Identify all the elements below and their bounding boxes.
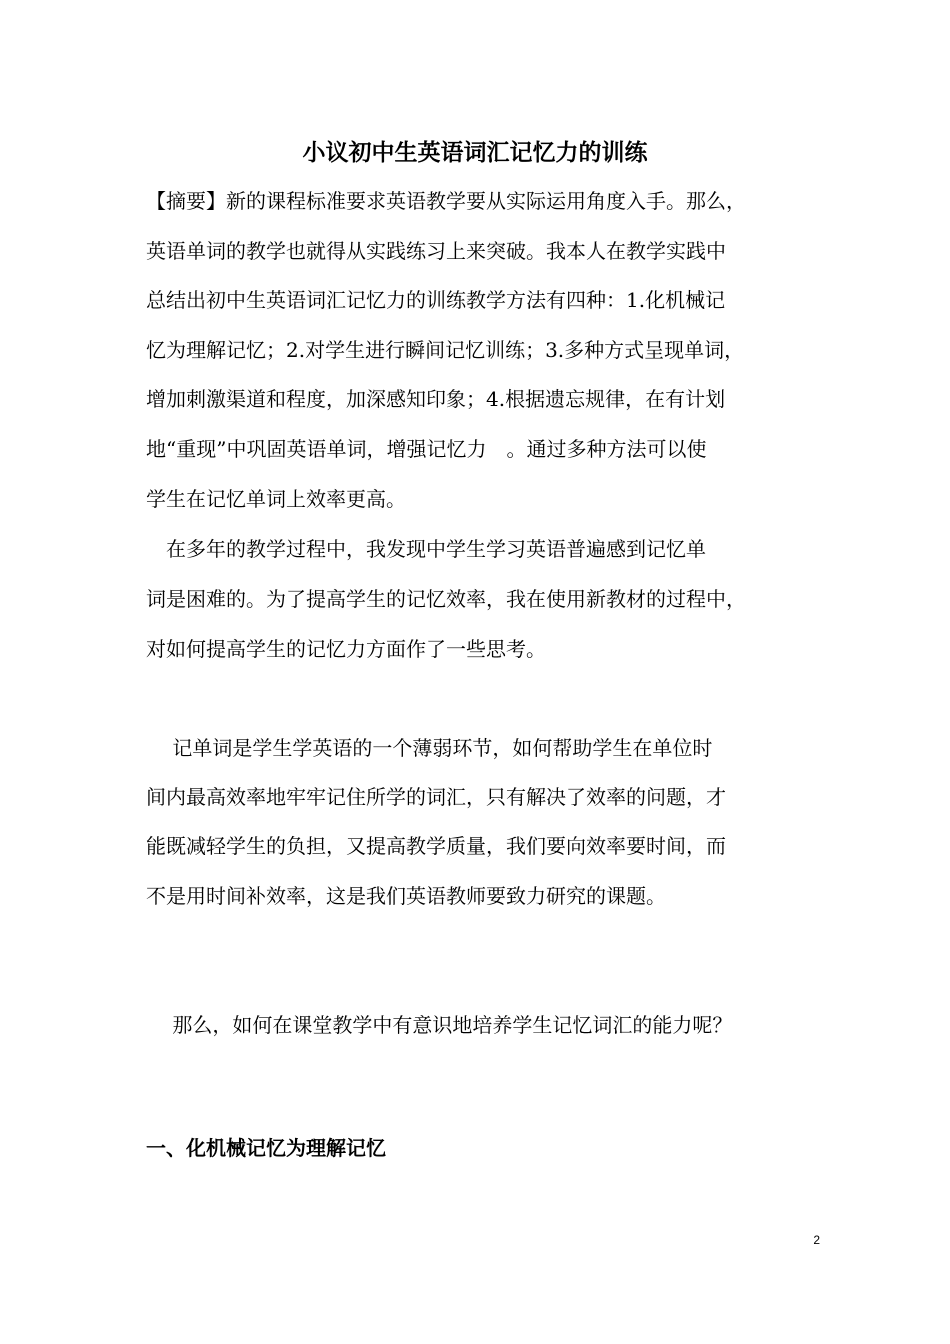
paragraph-line: 在多年的教学过程中，我发现中学生学习英语普遍感到记忆单: [146, 537, 706, 561]
abstract-line: 【摘要】新的课程标准要求英语教学要从实际运用角度入手。那么，: [146, 189, 746, 213]
paragraph-line: 对如何提高学生的记忆力方面作了一些思考。: [146, 637, 546, 661]
abstract-line: 地“重现”中巩固英语单词，增强记忆力 。通过多种方法可以使: [146, 437, 707, 461]
paragraph-line: 间内最高效率地牢牢记住所学的词汇，只有解决了效率的问题，才: [146, 785, 726, 809]
abstract-line: 英语单词的教学也就得从实践练习上来突破。我本人在教学实践中: [146, 239, 726, 263]
paragraph-line: 记单词是学生学英语的一个薄弱环节，如何帮助学生在单位时: [146, 736, 713, 760]
page-number: 2: [813, 1233, 820, 1247]
document-title: 小议初中生英语词汇记忆力的训练: [302, 139, 648, 166]
abstract-line: 学生在记忆单词上效率更高。: [146, 487, 406, 511]
paragraph-line: 那么，如何在课堂教学中有意识地培养学生记忆词汇的能力呢？: [146, 1013, 733, 1037]
paragraph-line: 不是用时间补效率，这是我们英语教师要致力研究的课题。: [146, 884, 666, 908]
section-heading: 一、化机械记忆为理解记忆: [146, 1136, 386, 1160]
abstract-line: 总结出初中生英语词汇记忆力的训练教学方法有四种：1.化机械记: [146, 288, 726, 312]
abstract-line: 增加刺激渠道和程度，加深感知印象；4.根据遗忘规律，在有计划: [146, 387, 726, 411]
abstract-line: 忆为理解记忆；2.对学生进行瞬间记忆训练；3.多种方式呈现单词，: [146, 338, 745, 362]
paragraph-line: 能既减轻学生的负担，又提高教学质量，我们要向效率要时间，而: [146, 834, 726, 858]
paragraph-line: 词是困难的。为了提高学生的记忆效率，我在使用新教材的过程中，: [146, 587, 746, 611]
